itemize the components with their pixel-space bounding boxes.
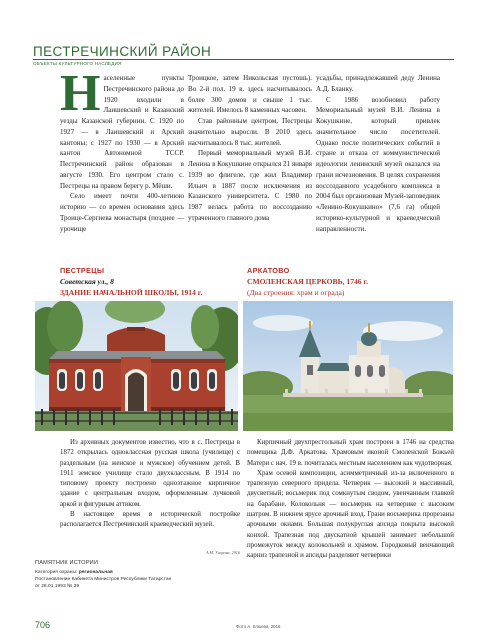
right-section-text (247, 438, 454, 562)
intro-text-3: усадьбы, принадлежавшей деду Ленина А.Д. Бланку. (316, 74, 440, 93)
right-object-note: (Два строения: храм и ограда) (247, 288, 345, 297)
right-text-1: Кирпичный двухпрестольный храм построен в 1746 на средства помещика Д.Ф. Аркатова. Храмовым иконой Смоленской Божьей Матери с нач. 19 в. почиталась местным населением как чудотворная. (247, 439, 454, 467)
drop-cap: Н (60, 65, 101, 122)
right-object-title (247, 277, 368, 286)
intro-column-2 (188, 73, 312, 224)
decree-text: Постановление Кабинета Министров Республики Татарстан (35, 577, 172, 582)
section-title: ПЕСТРЕЧИНСКИЙ РАЙОН (33, 44, 212, 59)
intro-text-1: аселенные пункты Пестречинского района до 1920 входили в Лаишевский и Казанский уезды Казанской губернии. С 1920 по 1927 — в Лаишевский и Арский кантоны; с 1927 по 1930 — в Арский кантон Автономной ТССР. Пестречинский район образован в августе 1930. Его центром стало с. Пестрецы на правом берегу р. Мёши. (60, 74, 184, 190)
school-building-illustration (35, 301, 238, 431)
left-address: Советская ул., 8 (60, 277, 114, 286)
intro-text-2b: Став районным центром, Пестрецы значительно выросли. В 2010 здесь насчитывалось 8 тыс. жителей. (188, 117, 312, 147)
left-object-title: ЗДАНИЕ НАЧАЛЬНОЙ ШКОЛЫ, 1914 г. (60, 288, 203, 297)
intro-text-1b: Село имеет почти 400-летнюю историю — со времен основания здесь Троице-Сергиева монастыря (позднее — урочище (60, 192, 184, 233)
left-section-text (60, 438, 240, 531)
right-place-name: АРКАТОВО (247, 266, 290, 275)
intro-text-2: Троицкое, затем Никольская пустошь). Во 2-й пол. 19 в. здесь насчитывалось более 300 домов и свыше 1 тыс. жителей. Имелось 8 каменных часовен. (188, 74, 312, 115)
monument-type: ПАМЯТНИК ИСТОРИИ (35, 560, 99, 566)
photo-credit: Фото А. Клюева, 2016 (236, 624, 281, 629)
section-subtitle: ОБЪЕКТЫ КУЛЬТУРНОГО НАСЛЕДИЯ (33, 61, 122, 66)
left-place-name: ПЕСТРЕЦЫ (60, 266, 105, 275)
right-text-2: Храм осевой композиции, асимметричный из-за включенного в трапезную северного придела. Четверик — высокий и массивный, двусветный; восьмерик под сомкнутым сводом, увенчанным главкой на барабане. Колокольня — восьмерик на четверике с высоким шатром. В нижнем ярусе арочный вход. Грани восьмерика прорезаны арочными окнами. Большая полукруглая апсида покрыта высокой конхой. Трапезная под двускатной крышей занимает небольшой промежуток между колокольней и храмом. Городковый венчающий карниз трапезной и апсиды разделяют четверики (247, 469, 454, 560)
left-text-1: Из архивных документов известно, что в с. Пестрецы в 1872 открылась одноклассная русская школа (училище) с раздельным (на женское и мужское) обучением детей. В 1911 земское училище стало двухклассным. В 1914 по типовому проекту построено одноэтажное кирпичное здание с центральным входом, оформленным лучковой аркой и фигурным аттиком. (60, 439, 240, 508)
header-rule (33, 59, 454, 60)
right-object-name: СМОЛЕНСКАЯ ЦЕРКОВЬ, (247, 277, 345, 286)
category-value: региональная (78, 570, 113, 575)
intro-column-1 (60, 65, 184, 234)
left-text-2: В настоящее время в исторической постройке располагается Пестречинский краеведческий музей. (60, 511, 240, 529)
right-object-year: 1746 г. (346, 277, 368, 286)
church-photo (243, 301, 453, 431)
decree-date: от 28.01.1993 № 39 (35, 584, 80, 589)
page-number: 706 (35, 620, 51, 630)
intro-column-3 (316, 73, 440, 234)
protection-category (35, 570, 113, 577)
church-illustration (243, 301, 453, 431)
school-building-photo (35, 301, 238, 431)
category-label: Категория охраны: (35, 570, 78, 575)
left-author: А.М. Угарова, 2016 (205, 550, 240, 555)
intro-text-2c: Первый мемориальный музей В.И. Ленина в Кокушкине открылся 21 января 1939 во флигеле, где жил Владимир Ильич в 1887 после исключения из Казанского университета. С 1980 по 1987 велась работа по воссозданию утраченного главного дома (188, 149, 312, 222)
intro-text-3b: С 1986 возобновил работу Мемориальный музей В.И. Ленина в Кокушкине, который привлек значительное число посетителей. Однако после политических событий в стране и отказа от коммунистической идеологии ленинский музей оказался на грани исчезновения. В целях сохранения воссозданного усадебного комплекса в 2004 был организован Музей-заповедник «Ленино-Кокушкино» (7,6 га) общей историко-культурной и краеведческой направленности. (316, 95, 440, 233)
